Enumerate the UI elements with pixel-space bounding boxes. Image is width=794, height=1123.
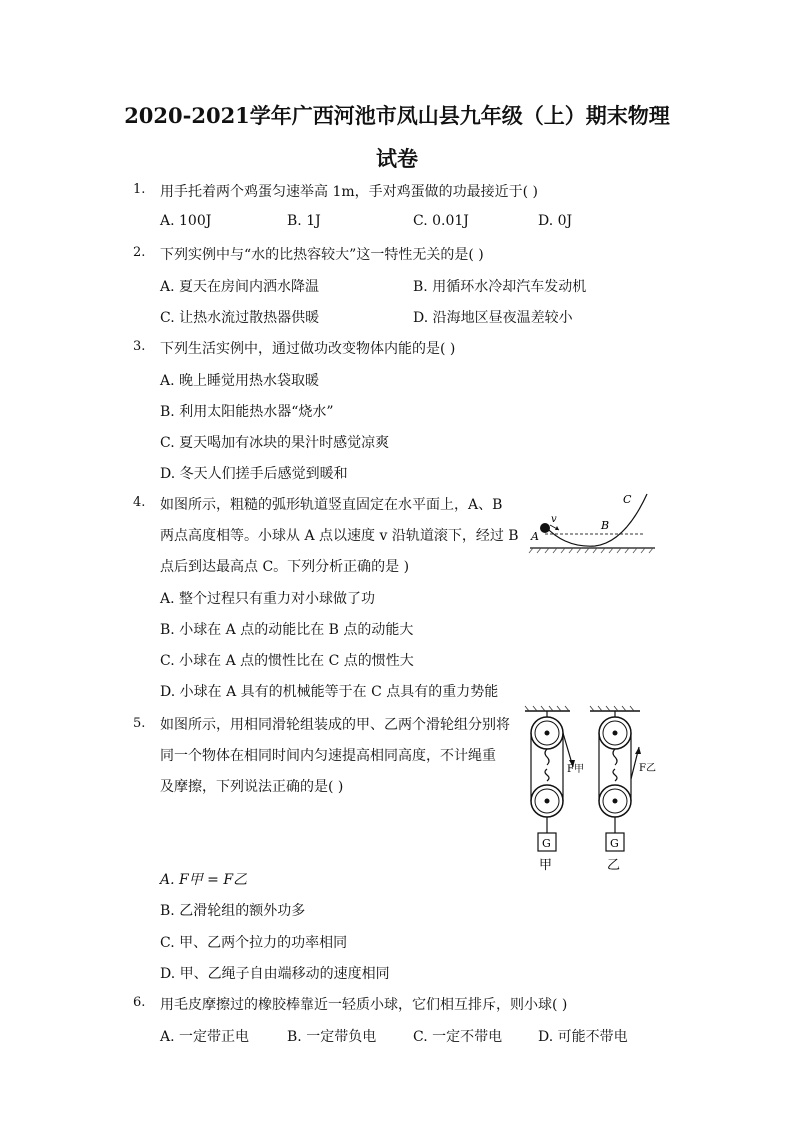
question-2-option-c[interactable]: C. 让热水流过散热器供暖 (160, 310, 320, 326)
question-4-option-d[interactable]: D. 小球在 A 具有的机械能等于在 C 点具有的重力势能 (160, 684, 499, 700)
question-3-option-a[interactable]: A. 晚上睡觉用热水袋取暖 (160, 373, 320, 389)
question-3-option-c[interactable]: C. 夏天喝加有冰块的果汁时感觉凉爽 (160, 435, 390, 451)
label-f-yi: F乙 (639, 763, 656, 774)
question-5-stem-line-3: 及摩擦，下列说法正确的是( ) (160, 779, 344, 795)
ball (540, 523, 550, 533)
question-4-stem-line-2: 两点高度相等。小球从 A 点以速度 v 沿轨道滚下，经过 B (160, 528, 519, 544)
question-1-option-c[interactable]: C. 0.01J (413, 213, 469, 229)
arc-track (545, 494, 647, 546)
question-5-option-d[interactable]: D. 甲、乙绳子自由端移动的速度相同 (160, 966, 390, 982)
question-5-option-a[interactable]: A. F甲 = F乙 (160, 872, 248, 888)
question-4-option-c[interactable]: C. 小球在 A 点的惯性比在 C 点的惯性大 (160, 653, 414, 669)
label-c: C (623, 493, 632, 506)
paper-title-line-2: 试卷 (376, 146, 418, 171)
question-2-option-b[interactable]: B. 用循环水冷却汽车发动机 (413, 279, 587, 295)
question-1-option-d[interactable]: D. 0J (538, 213, 573, 229)
question-5-stem-line-2: 同一个物体在相同时间内匀速提高相同高度，不计绳重 (160, 748, 496, 764)
label-g-jia: G (542, 837, 551, 850)
question-2-option-d[interactable]: D. 沿海地区昼夜温差较小 (413, 310, 573, 326)
question-5-number: 5. (133, 716, 146, 731)
question-6-option-c[interactable]: C. 一定不带电 (413, 1029, 503, 1045)
question-6-option-b[interactable]: B. 一定带负电 (287, 1029, 377, 1045)
question-5-pulley-figure (515, 703, 675, 878)
paper-title-line-1: 2020-2021学年广西河池市凤山县九年级（上）期末物理 (124, 103, 670, 128)
question-6-stem: 用毛皮摩擦过的橡胶棒靠近一轻质小球，它们相互排斥，则小球( ) (160, 997, 568, 1013)
question-4-stem-line-1: 如图所示，粗糙的弧形轨道竖直固定在水平面上，A、B (160, 497, 503, 513)
label-jia: 甲 (539, 858, 553, 873)
question-5-stem-line-1: 如图所示，用相同滑轮组装成的甲、乙两个滑轮组分别将 (160, 717, 510, 733)
label-yi: 乙 (607, 858, 621, 873)
ground-hatching (529, 548, 653, 553)
question-1-stem: 用手托着两个鸡蛋匀速举高 1m，手对鸡蛋做的功最接近于( ) (160, 184, 539, 200)
question-2-stem: 下列实例中与“水的比热容较大”这一特性无关的是( ) (160, 247, 484, 263)
question-4-option-a[interactable]: A. 整个过程只有重力对小球做了功 (160, 591, 376, 607)
question-3-stem: 下列生活实例中，通过做功改变物体内能的是( ) (160, 341, 456, 357)
question-4-stem-line-3: 点后到达最高点 C。下列分析正确的是 ) (160, 559, 410, 575)
question-6-option-a[interactable]: A. 一定带正电 (160, 1029, 250, 1045)
label-v: v (551, 514, 557, 525)
question-5-option-b[interactable]: B. 乙滑轮组的额外功多 (160, 903, 306, 919)
label-g-yi: G (610, 837, 619, 850)
question-1-option-a[interactable]: A. 100J (160, 213, 212, 229)
question-1-option-b[interactable]: B. 1J (287, 213, 321, 229)
question-4-track-figure (525, 488, 660, 560)
question-5-option-c[interactable]: C. 甲、乙两个拉力的功率相同 (160, 935, 348, 951)
question-4-option-b[interactable]: B. 小球在 A 点的动能比在 B 点的动能大 (160, 622, 414, 638)
label-b: B (601, 519, 610, 532)
question-4-number: 4. (133, 495, 146, 510)
question-6-number: 6. (133, 995, 146, 1010)
label-a: A (531, 530, 539, 543)
question-3-option-d[interactable]: D. 冬天人们搓手后感觉到暖和 (160, 466, 348, 482)
question-6-option-d[interactable]: D. 可能不带电 (538, 1029, 628, 1045)
label-f-jia: F甲 (567, 764, 584, 775)
question-3-option-b[interactable]: B. 利用太阳能热水器“烧水” (160, 404, 334, 420)
question-2-number: 2. (133, 245, 146, 260)
question-2-option-a[interactable]: A. 夏天在房间内洒水降温 (160, 279, 320, 295)
question-1-number: 1. (133, 182, 146, 197)
question-3-number: 3. (133, 339, 146, 354)
